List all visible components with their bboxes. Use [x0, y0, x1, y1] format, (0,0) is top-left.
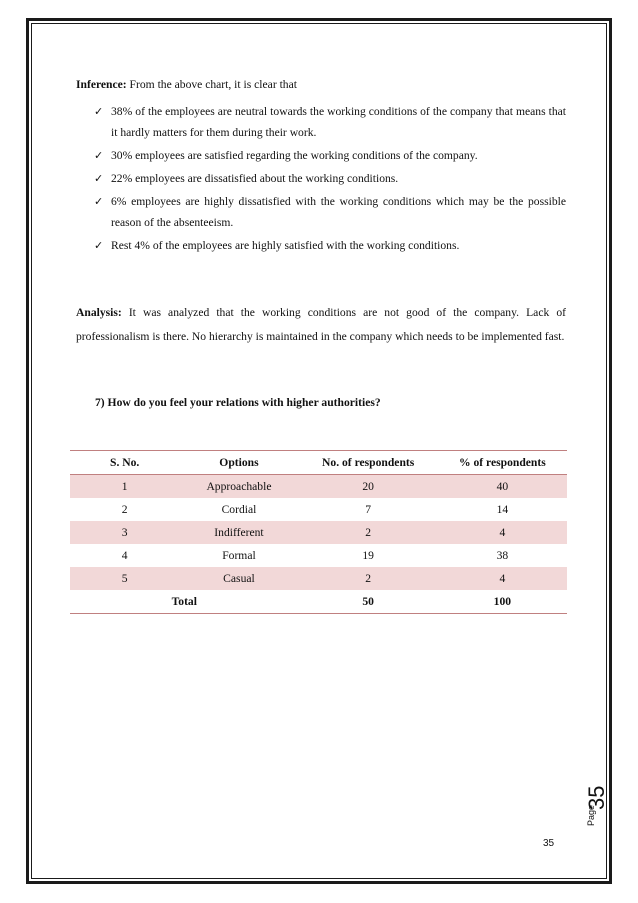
- cell-sno: 4: [70, 544, 179, 567]
- cell-option: Formal: [179, 544, 298, 567]
- page-number-large: 35: [584, 785, 609, 810]
- cell-sno: 1: [70, 475, 179, 499]
- cell-percent: 38: [438, 544, 567, 567]
- table-header-row: [70, 451, 567, 475]
- cell-respondents: 19: [299, 544, 438, 567]
- inference-paragraph: [76, 74, 566, 95]
- cell-percent: 40: [438, 475, 567, 499]
- total-label: Total: [70, 590, 299, 614]
- cell-percent: 4: [438, 521, 567, 544]
- list-item: [94, 101, 566, 143]
- cell-sno: 3: [70, 521, 179, 544]
- cell-option: Cordial: [179, 498, 298, 521]
- header-percent: % of respondents: [438, 451, 567, 475]
- cell-sno: 2: [70, 498, 179, 521]
- checkmark-icon: ✓: [94, 195, 104, 208]
- table-row: [70, 567, 567, 590]
- footer-page-number: 35: [543, 838, 555, 849]
- checkmark-icon: ✓: [94, 105, 104, 118]
- total-percent: 100: [438, 590, 567, 614]
- list-item: [94, 145, 566, 166]
- table-row: [70, 521, 567, 544]
- list-item-text: 6% employees are highly dissatisfied with the working conditions which may be the possible reason of the absenteeism.: [111, 195, 566, 229]
- cell-percent: 14: [438, 498, 567, 521]
- page-content: [76, 74, 566, 425]
- cell-respondents: 2: [299, 567, 438, 590]
- inference-text: From the above chart, it is clear that: [126, 78, 297, 91]
- analysis-text: It was analyzed that the working conditions are not good of the company. Lack of professionalism is there. No hierarchy is maintained in the company which needs to be implemented fast.: [76, 306, 566, 343]
- cell-percent: 4: [438, 567, 567, 590]
- table-row: [70, 475, 567, 499]
- list-item: [94, 191, 566, 233]
- cell-respondents: 2: [299, 521, 438, 544]
- list-item: [94, 168, 566, 189]
- cell-respondents: 20: [299, 475, 438, 499]
- inference-list: [76, 101, 566, 256]
- question-heading: 7) How do you feel your relations with higher authorities?: [95, 396, 381, 409]
- list-item: [94, 235, 566, 256]
- cell-option: Indifferent: [179, 521, 298, 544]
- analysis-paragraph: [76, 301, 566, 348]
- page-number-vertical: [584, 770, 609, 830]
- page-word: Page: [586, 804, 596, 826]
- cell-option: Approachable: [179, 475, 298, 499]
- table-total-row: [70, 590, 567, 614]
- header-respondents: No. of respondents: [299, 451, 438, 475]
- cell-respondents: 7: [299, 498, 438, 521]
- list-item-text: 38% of the employees are neutral towards the working conditions of the company that means that it hardly matters for them during their work.: [111, 105, 566, 139]
- list-item-text: 22% employees are dissatisfied about the working conditions.: [111, 172, 399, 185]
- respondents-table: [70, 450, 567, 614]
- checkmark-icon: ✓: [94, 239, 104, 252]
- table-row: [70, 498, 567, 521]
- checkmark-icon: ✓: [94, 149, 104, 162]
- total-respondents: 50: [299, 590, 438, 614]
- checkmark-icon: ✓: [94, 172, 104, 185]
- analysis-label: Analysis:: [76, 306, 122, 319]
- list-item-text: Rest 4% of the employees are highly satisfied with the working conditions.: [111, 239, 460, 252]
- cell-sno: 5: [70, 567, 179, 590]
- inference-label: Inference:: [76, 78, 127, 91]
- header-sno: S. No.: [70, 451, 179, 475]
- header-options: Options: [179, 451, 298, 475]
- list-item-text: 30% employees are satisfied regarding the working conditions of the company.: [111, 149, 478, 162]
- cell-option: Casual: [179, 567, 298, 590]
- table-row: [70, 544, 567, 567]
